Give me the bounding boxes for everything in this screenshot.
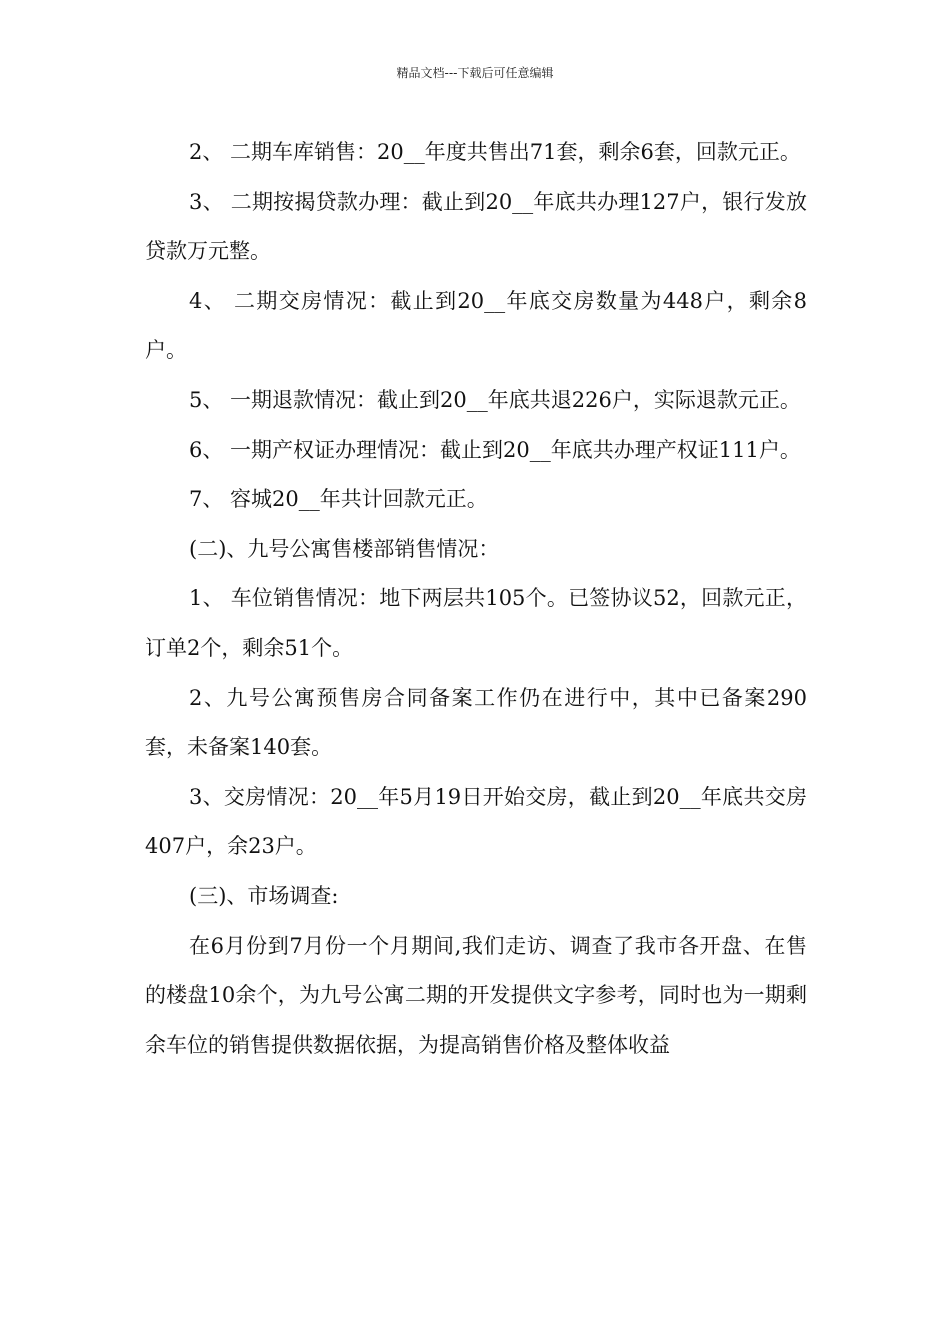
paragraph-phase2-garage-sales: 2、 二期车库销售：20__年度共售出71套，剩余6套，回款元正。 xyxy=(189,140,801,164)
paragraph-phase1-refund: 5、 一期退款情况：截止到20__年底共退226户，实际退款元正。 xyxy=(189,387,801,412)
page-header: 精品文档---下载后可任意编辑 xyxy=(396,66,554,80)
section-heading-market-research: (三)、市场调查: xyxy=(189,883,339,908)
paragraph-parking-sales: 1、 车位销售情况：地下两层共105个。已签协议52，回款元正，订单2个，剩余51个。 xyxy=(145,586,807,660)
section-heading-apartment-sales: (二)、九号公寓售楼部销售情况： xyxy=(189,536,500,561)
paragraph-phase2-mortgage: 3、 二期按揭贷款办理：截止到20__年底共办理127户，银行发放贷款万元整。 xyxy=(145,189,807,264)
paragraph-apartment-handover: 3、交房情况：20__年5月19日开始交房，截止到20__年底共交房407户，余23户。 xyxy=(145,784,807,859)
paragraph-rongcheng-total-payment: 7、 容城20__年共计回款元正。 xyxy=(189,487,488,512)
paragraph-market-research: 在6月份到7月份一个月期间,我们走访、调查了我市各开盘、在售的楼盘10余个，为九号公寓二期的开发提供文字参考，同时也为一期剩余车位的销售提供数据依据，为提高销售价格及整体收益 xyxy=(145,933,807,1057)
paragraph-phase1-property-certificate: 6、 一期产权证办理情况：截止到20__年底共办理产权证111户。 xyxy=(189,437,801,462)
document-body xyxy=(145,128,807,1070)
paragraph-phase2-handover: 4、 二期交房情况：截止到20__年底交房数量为448户，剩余8户。 xyxy=(145,288,807,363)
paragraph-contract-filing: 2、九号公寓预售房合同备案工作仍在进行中，其中已备案290套，未备案140套。 xyxy=(145,685,807,760)
